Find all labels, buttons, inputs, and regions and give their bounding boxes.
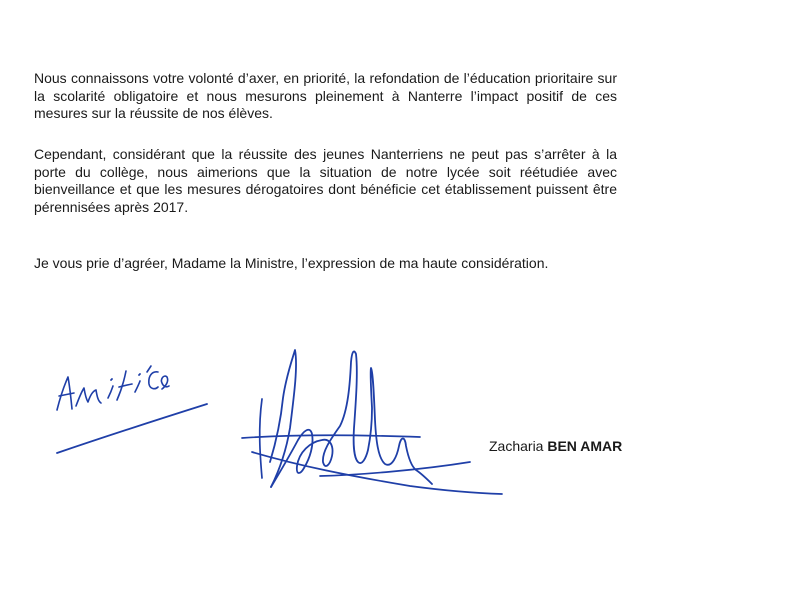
closing-formula: Je vous prie d’agréer, Madame la Ministre, l’expression de ma haute considération.: [34, 255, 549, 271]
letter-paragraph-2: Cependant, considérant que la réussite des jeunes Nanterriens ne peut pas s’arrêter à la porte du collège, nous aimerions que la situation de notre lycée soit réétudiée avec bienveillance et que les mesures dérogatoires dont bénéficie cet établissement puissent être pérennisées après 2017.: [34, 146, 617, 215]
letter-paragraph-1: Nous connaissons votre volonté d’axer, en priorité, la refondation de l’éducation prioritaire sur la scolarité obligatoire et nous mesurons pleinement à Nanterre l’impact positif de ces mesures sur la réussite de nos élèves.: [34, 70, 617, 121]
signer-name: [489, 438, 622, 455]
signer-first-name: Zacharia: [489, 438, 544, 454]
signer-last-name: BEN AMAR: [547, 438, 623, 454]
